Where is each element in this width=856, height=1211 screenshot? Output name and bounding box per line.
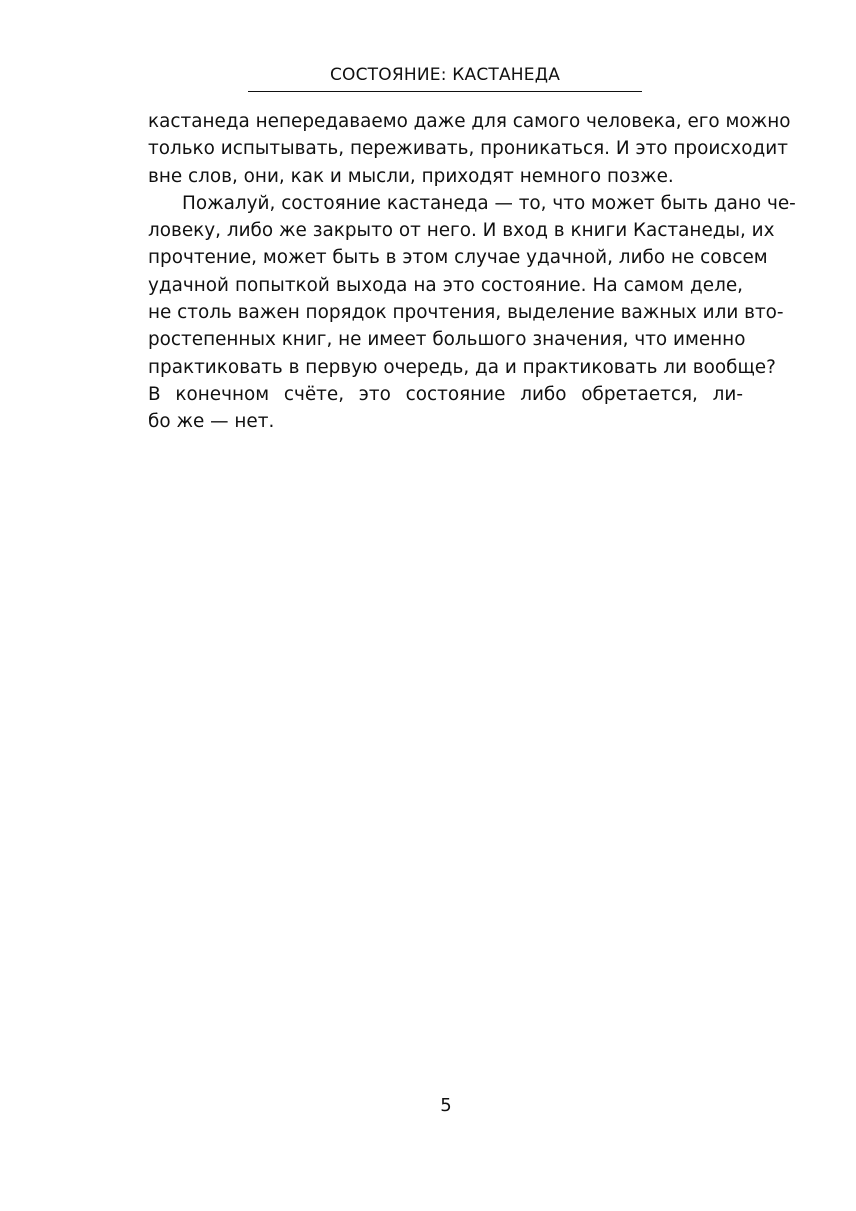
text-line: Пожалуй, состояние кастанеда — то, что может быть дано че- (182, 192, 796, 214)
text-line: бо же — нет. (148, 411, 275, 433)
text-line: прочтение, может быть в этом случае удачной, либо не совсем (148, 247, 768, 269)
text-line: только испытывать, переживать, проникаться. И это происходит (148, 138, 788, 160)
header-rule (248, 91, 642, 92)
text-line: ростепенных книг, не имеет большого значения, что именно (148, 329, 746, 351)
text-line: В конечном счёте, это состояние либо обретается, ли- (148, 383, 743, 405)
text-line: не столь важен порядок прочтения, выделение важных или вто- (148, 302, 784, 324)
text-line: практиковать в первую очередь, да и практиковать ли вообще? (148, 356, 776, 378)
text-line: ловеку, либо же закрыто от него. И вход в книги Кастанеды, их (148, 220, 775, 242)
text-line: удачной попыткой выхода на это состояние. На самом деле, (148, 274, 743, 296)
text-line: вне слов, они, как и мысли, приходят немного позже. (148, 165, 674, 187)
running-head: СОСТОЯНИЕ: КАСТАНЕДА (329, 65, 561, 85)
paragraph-2 (148, 190, 796, 436)
page-number: 5 (440, 1095, 452, 1116)
paragraph-1 (148, 108, 791, 190)
text-line: кастанеда непередаваемо даже для самого человека, его можно (148, 111, 791, 132)
body-text (148, 108, 796, 436)
